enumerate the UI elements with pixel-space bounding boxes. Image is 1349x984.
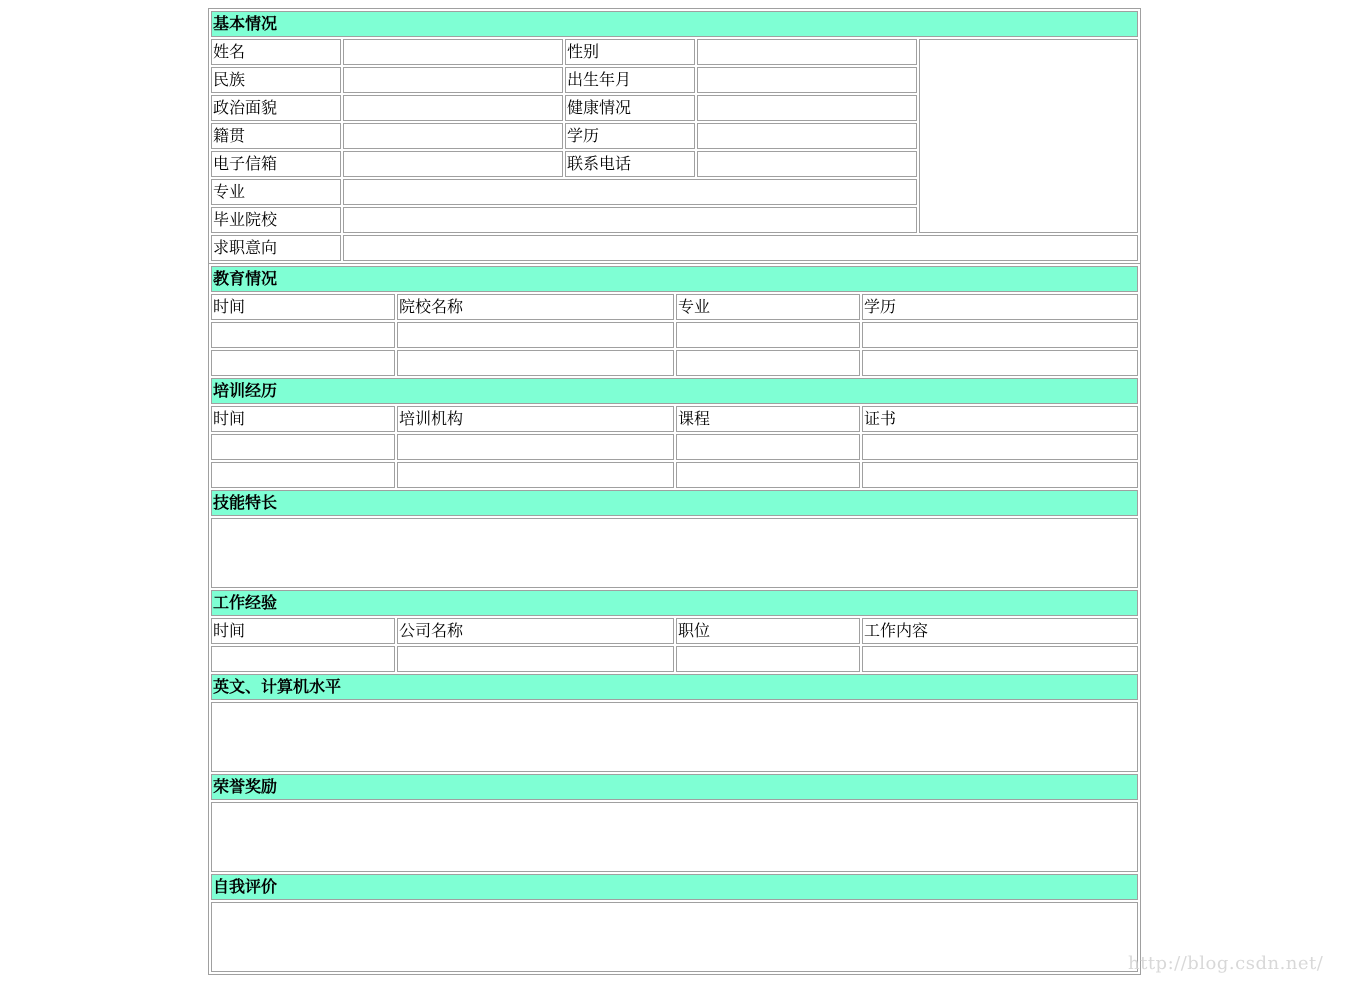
education-row [211,322,1138,348]
training-cell[interactable] [211,434,395,460]
value-health[interactable] [697,95,917,121]
value-education[interactable] [697,123,917,149]
value-job-intention[interactable] [343,235,1138,261]
label-native-place: 籍贯 [211,123,341,149]
skills-content[interactable] [211,518,1138,588]
label-gender: 性别 [565,39,695,65]
photo-cell[interactable] [919,39,1138,233]
label-major: 专业 [211,179,341,205]
label-political: 政治面貌 [211,95,341,121]
education-row [211,350,1138,376]
basic-info-table [208,8,1141,264]
value-email[interactable] [343,151,563,177]
education-cell[interactable] [862,350,1138,376]
education-cell[interactable] [862,322,1138,348]
label-job-intention: 求职意向 [211,235,341,261]
section-header-skills: 技能特长 [211,490,1138,516]
training-cell[interactable] [862,434,1138,460]
education-col-time: 时间 [211,294,395,320]
label-name: 姓名 [211,39,341,65]
label-school: 毕业院校 [211,207,341,233]
resume-form [208,8,1141,975]
self-evaluation-content[interactable] [211,902,1138,972]
section-header-work: 工作经验 [211,590,1138,616]
label-health: 健康情况 [565,95,695,121]
label-ethnicity: 民族 [211,67,341,93]
label-phone: 联系电话 [565,151,695,177]
training-col-course: 课程 [676,406,860,432]
work-cell[interactable] [397,646,674,672]
work-header-row [211,618,1138,644]
honors-content[interactable] [211,802,1138,872]
education-col-school: 院校名称 [397,294,674,320]
section-header-basic: 基本情况 [211,11,1138,37]
value-major[interactable] [343,179,917,205]
education-cell[interactable] [397,322,674,348]
training-cell[interactable] [397,434,674,460]
training-row [211,462,1138,488]
value-phone[interactable] [697,151,917,177]
education-col-major: 专业 [676,294,860,320]
work-col-position: 职位 [676,618,860,644]
work-cell[interactable] [862,646,1138,672]
education-cell[interactable] [211,322,395,348]
education-cell[interactable] [397,350,674,376]
work-col-time: 时间 [211,618,395,644]
training-cell[interactable] [676,462,860,488]
education-col-degree: 学历 [862,294,1138,320]
section-header-english-computer: 英文、计算机水平 [211,674,1138,700]
education-cell[interactable] [211,350,395,376]
training-header-row [211,406,1138,432]
watermark: http://blog.csdn.net/ [1128,953,1324,974]
training-col-institution: 培训机构 [397,406,674,432]
section-header-honors: 荣誉奖励 [211,774,1138,800]
value-birth[interactable] [697,67,917,93]
training-cell[interactable] [211,462,395,488]
label-education: 学历 [565,123,695,149]
label-birth: 出生年月 [565,67,695,93]
work-row [211,646,1138,672]
value-ethnicity[interactable] [343,67,563,93]
value-gender[interactable] [697,39,917,65]
value-school[interactable] [343,207,917,233]
training-cell[interactable] [397,462,674,488]
training-col-time: 时间 [211,406,395,432]
section-header-training: 培训经历 [211,378,1138,404]
label-email: 电子信箱 [211,151,341,177]
work-col-company: 公司名称 [397,618,674,644]
section-header-self-evaluation: 自我评价 [211,874,1138,900]
value-native-place[interactable] [343,123,563,149]
education-header-row [211,294,1138,320]
training-cell[interactable] [862,462,1138,488]
education-cell[interactable] [676,350,860,376]
value-political[interactable] [343,95,563,121]
section-header-education: 教育情况 [211,266,1138,292]
details-table [208,264,1141,975]
work-cell[interactable] [676,646,860,672]
work-cell[interactable] [211,646,395,672]
training-cell[interactable] [676,434,860,460]
training-col-certificate: 证书 [862,406,1138,432]
training-row [211,434,1138,460]
english-computer-content[interactable] [211,702,1138,772]
education-cell[interactable] [676,322,860,348]
value-name[interactable] [343,39,563,65]
work-col-content: 工作内容 [862,618,1138,644]
